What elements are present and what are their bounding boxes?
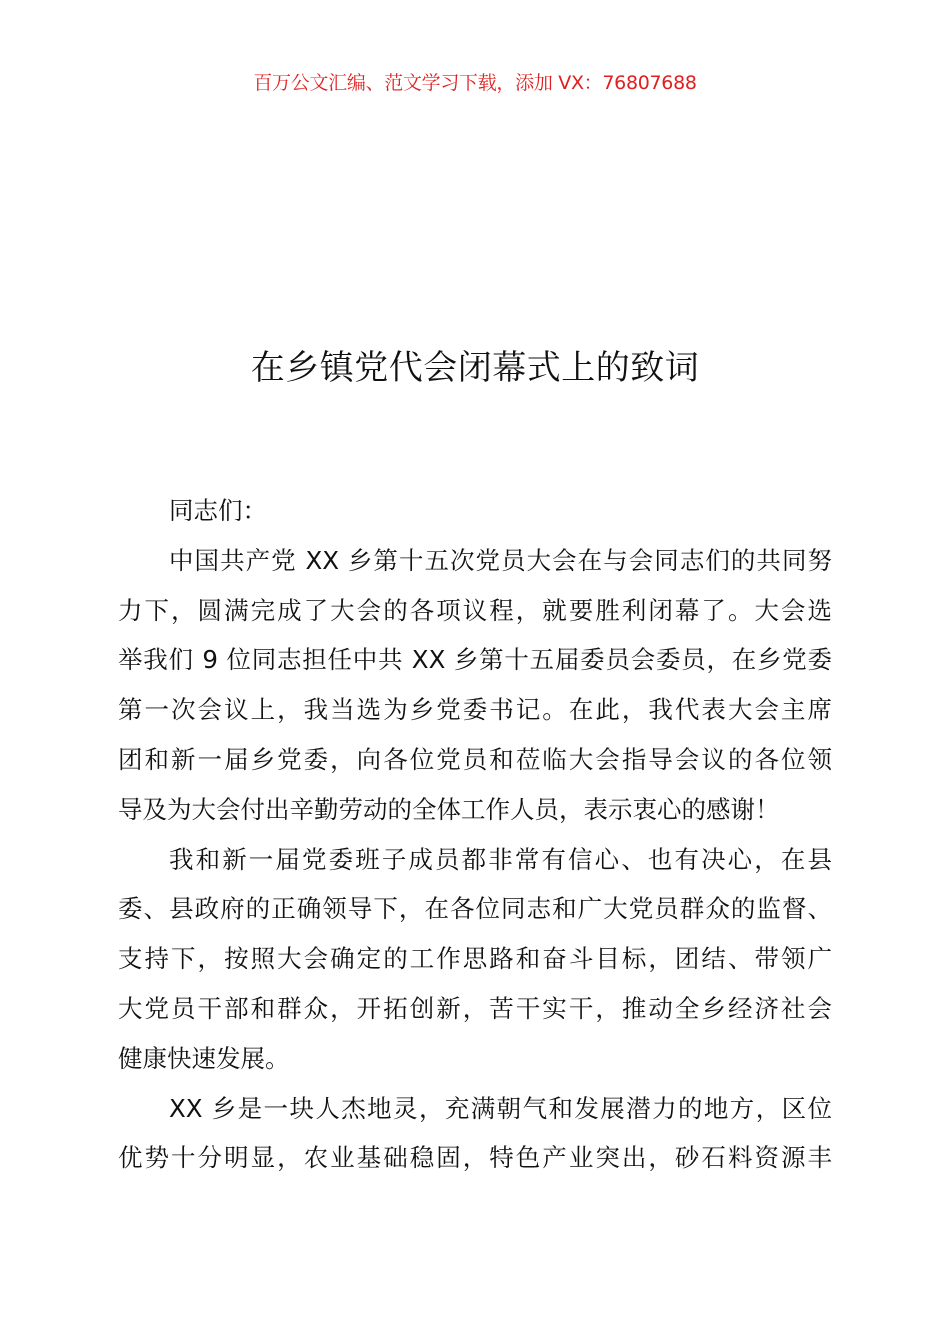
text-line: 我和新一届党委班子成员都非常有信心、也有决心，在县: [169, 844, 832, 874]
text-line: 团和新一届乡党委，向各位党员和莅临大会指导会议的各位领: [118, 744, 832, 774]
text-line: 导及为大会付出辛勤劳动的全体工作人员，表示衷心的感谢！: [118, 794, 780, 824]
text-line: 支持下，按照大会确定的工作思路和奋斗目标，团结、带领广: [118, 944, 832, 974]
text-line: 第一次会议上，我当选为乡党委书记。在此，我代表大会主席: [118, 695, 832, 725]
text-line: XX 乡是一块人杰地灵，充满朝气和发展潜力的地方，区位: [169, 1093, 832, 1123]
text-line: 大党员干部和群众，开拓创新，苦干实干，推动全乡经济社会: [118, 993, 832, 1023]
text-line: 委、县政府的正确领导下，在各位同志和广大党员群众的监督、: [118, 894, 832, 924]
paragraph: [118, 840, 832, 1089]
text-line: 中国共产党 XX 乡第十五次党员大会在与会同志们的共同努: [169, 545, 832, 575]
text-line: 健康快速发展。: [118, 1043, 290, 1073]
document-body: [118, 491, 832, 1188]
paragraph: [118, 491, 832, 541]
text-line: 力下，圆满完成了大会的各项议程，就要胜利闭幕了。大会选: [118, 595, 832, 625]
text-line: 同志们：: [169, 496, 267, 525]
text-line: 举我们 9 位同志担任中共 XX 乡第十五届委员会委员，在乡党委: [118, 645, 832, 675]
watermark-header: 百万公文汇编、范文学习下载，添加 VX：76807688: [253, 72, 697, 94]
document-title: 在乡镇党代会闭幕式上的致词: [250, 348, 700, 388]
paragraph: [118, 541, 832, 840]
text-line: 优势十分明显，农业基础稳固，特色产业突出，砂石料资源丰: [118, 1143, 832, 1173]
paragraph: [118, 1089, 832, 1189]
